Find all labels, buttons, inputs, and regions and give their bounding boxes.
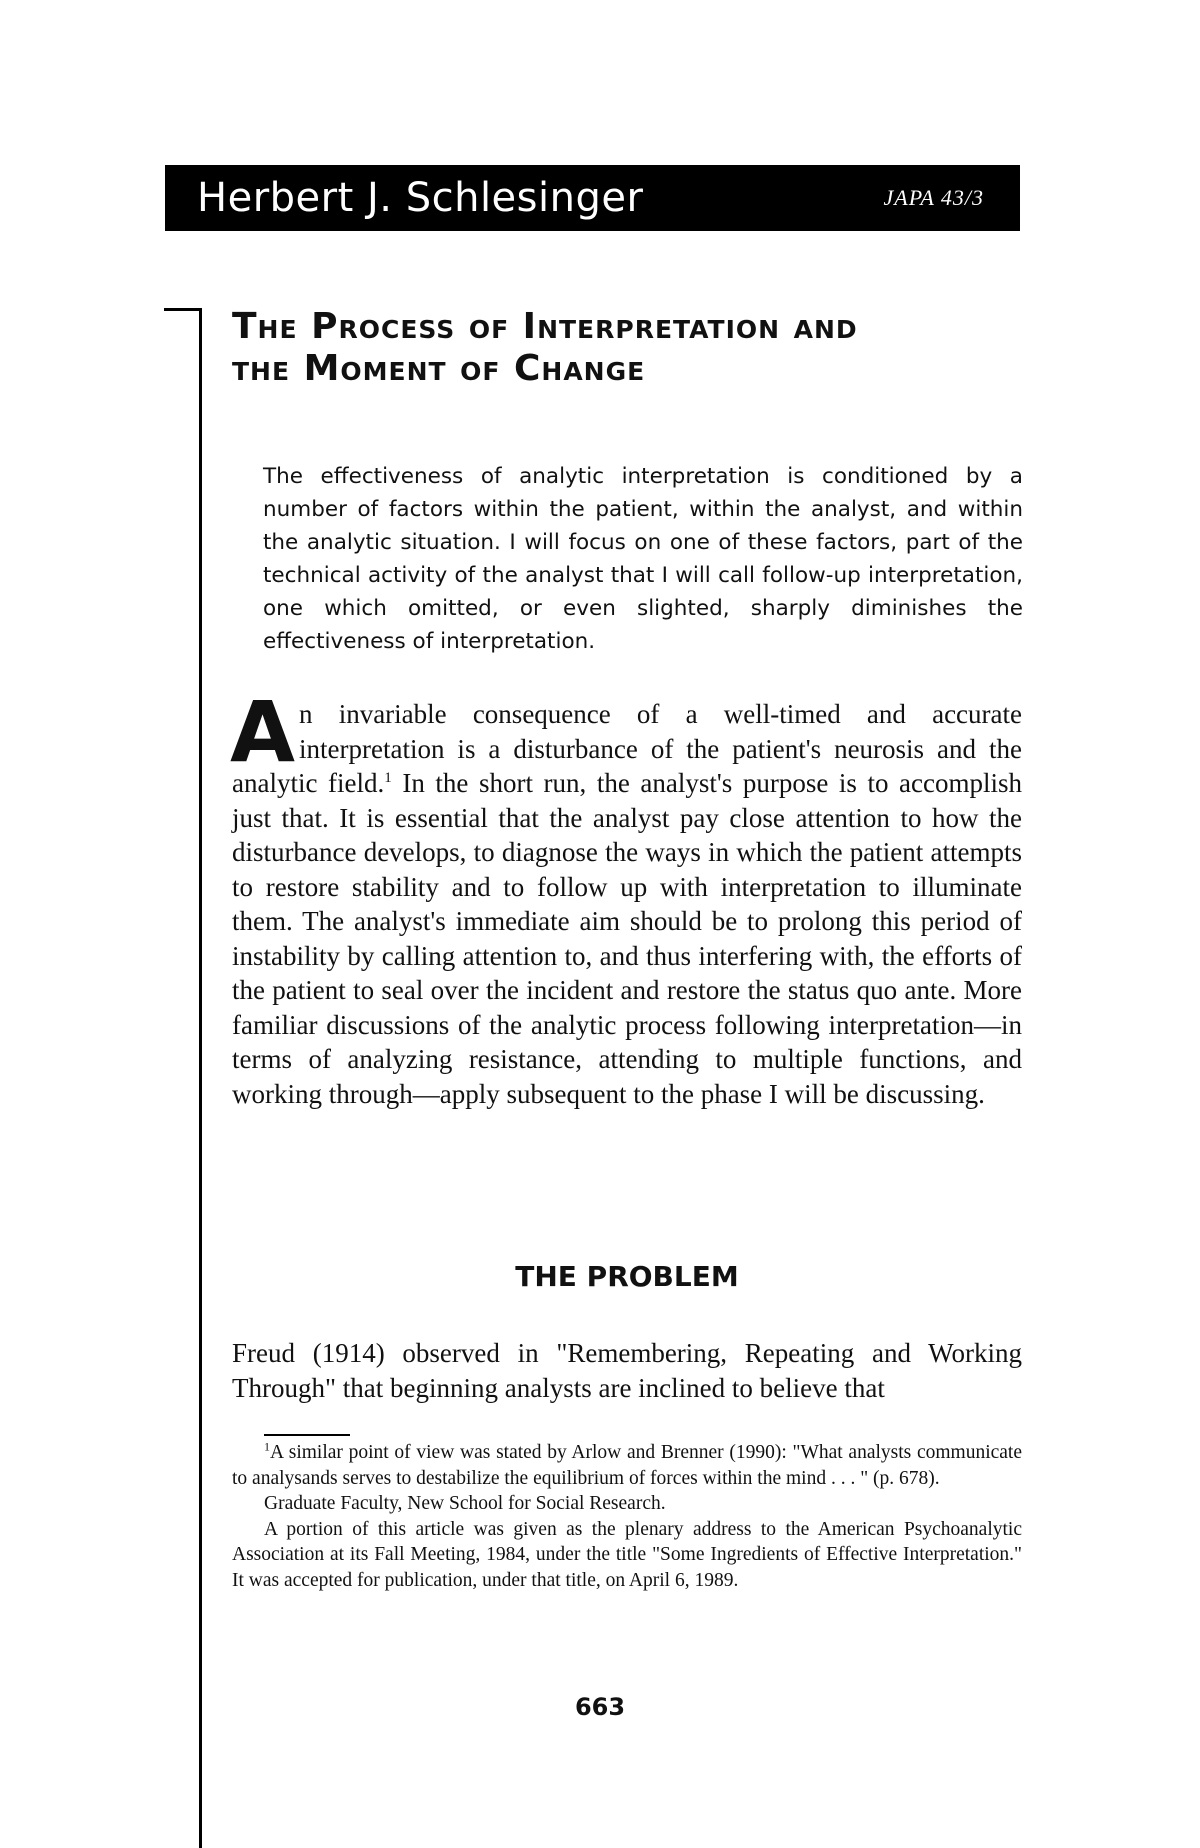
para1-text-a: n invariable consequence of a well-timed and accurate interpretation is a disturbance of the patient's neurosis and the analytic field. bbox=[232, 699, 1022, 798]
footnote-1 bbox=[232, 1440, 1022, 1491]
footnote-reference: 1 bbox=[384, 770, 392, 786]
section-heading: THE PROBLEM bbox=[515, 1260, 739, 1293]
para1-text-b: In the short run, the analyst's purpose is to accomplish just that. It is essential that the analyst pay close attention to how the disturbance develops, to diagnose the ways in which the patient attempts to restore stability and to follow up with interpretation to illuminate them. The analyst's immediate aim should be to prolong this period of instability by calling attention to, and thus interfering with, the efforts of the patient to seal over the incident and restore the status quo ante. More familiar discussions of the analytic process following interpretation—in terms of analyzing resistance, attending to multiple functions, and working through—apply subsequent to the phase I will be discussing. bbox=[232, 768, 1022, 1109]
title-line-2: the Moment of Change bbox=[232, 348, 646, 389]
margin-tick bbox=[164, 308, 202, 311]
publication-note: A portion of this article was given as the plenary address to the American Psychoanalytic Association at its Fall Meeting, 1984, under the title "Some Ingredients of Effective Interpretation." It was accepted for publication, under that title, on April 6, 1989. bbox=[232, 1518, 1022, 1591]
body-paragraph-2: Freud (1914) observed in "Remembering, Repeating and Working Through" that beginning analysts are inclined to believe that bbox=[232, 1338, 1022, 1403]
drop-cap: A bbox=[230, 683, 296, 781]
page-number: 663 bbox=[574, 1693, 626, 1721]
title-line-1: The Process of Interpretation and bbox=[232, 306, 858, 347]
abstract: The effectiveness of analytic interpretation is conditioned by a number of factors within the patient, within the analyst, and within the analytic situation. I will focus on one of these factors, part of the technical activity of the analyst that I will call follow-up interpretation, one which omitted, or even slighted, sharply diminishes the effectiveness of interpretation. bbox=[263, 464, 1023, 654]
header-author: Herbert J. Schlesinger bbox=[197, 175, 644, 221]
footnotes bbox=[232, 1440, 1022, 1593]
article-title bbox=[232, 306, 1032, 390]
running-header bbox=[165, 165, 1020, 231]
footnote-1-text: A similar point of view was stated by Arlow and Brenner (1990): "What analysts communicate to analysands serves to destabilize the equilibrium of forces within the mind . . . " (p. 678). bbox=[232, 1442, 1022, 1489]
footnote-rule bbox=[264, 1434, 350, 1436]
body-paragraph-1 bbox=[230, 683, 1022, 1111]
author-affiliation: Graduate Faculty, New School for Social Research. bbox=[264, 1493, 666, 1514]
footnote-1-mark: 1 bbox=[264, 1439, 270, 1454]
margin-rule bbox=[199, 308, 202, 1848]
header-journal-ref: JAPA 43/3 bbox=[883, 185, 984, 210]
